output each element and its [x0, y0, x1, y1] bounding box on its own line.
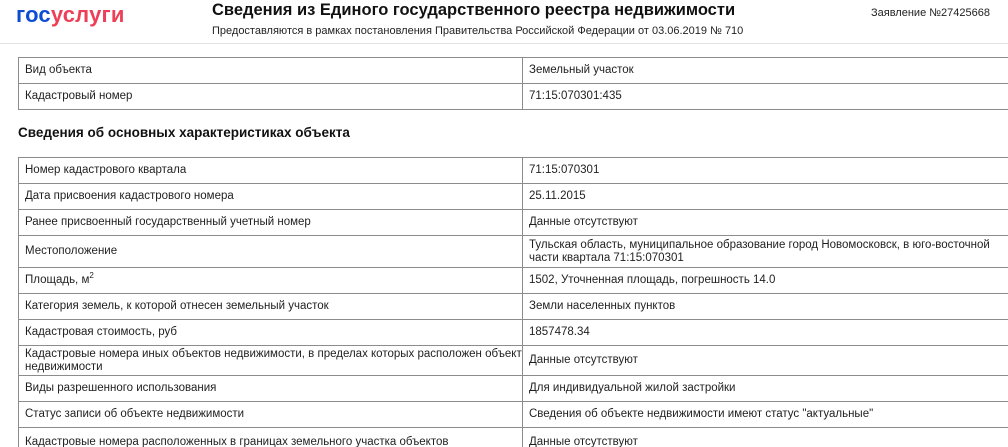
row-value: Данные отсутствуют	[523, 346, 1008, 376]
row-label: Кадастровая стоимость, руб	[19, 320, 523, 346]
row-label: Номер кадастрового квартала	[19, 158, 523, 184]
document-title: Сведения из Единого государственного реестра недвижимости	[212, 1, 736, 19]
table-row	[19, 428, 1008, 447]
row-value: Данные отсутствуют	[523, 428, 1008, 447]
row-value: 1857478.34	[523, 320, 1008, 346]
section-title: Сведения об основных характеристиках объекта	[18, 125, 350, 140]
table-row	[19, 236, 1008, 268]
row-label: Кадастровые номера иных объектов недвижимости, в пределах которых расположен объект недвижимости	[19, 346, 523, 376]
table-row	[19, 158, 1008, 184]
table-row	[19, 210, 1008, 236]
row-value: 71:15:070301:435	[523, 84, 1008, 110]
table-row	[19, 58, 1008, 84]
row-label: Категория земель, к которой отнесен земельный участок	[19, 294, 523, 320]
row-label: Статус записи об объекте недвижимости	[19, 402, 523, 428]
page-header	[0, 0, 1008, 44]
row-label: Кадастровые номера расположенных в границах земельного участка объектов	[19, 428, 523, 447]
table-row	[19, 268, 1008, 294]
row-label: Ранее присвоенный государственный учетный номер	[19, 210, 523, 236]
row-label: Дата присвоения кадастрового номера	[19, 184, 523, 210]
row-value: Тульская область, муниципальное образование город Новомосковск, в юго-восточной части квартала 71:15:070301	[523, 236, 1008, 268]
table-row	[19, 294, 1008, 320]
document-subtitle: Предоставляются в рамках постановления Правительства Российской Федерации от 03.06.2019 № 710	[212, 25, 744, 37]
row-value: Сведения об объекте недвижимости имеют статус "актуальные"	[523, 402, 1008, 428]
row-label: Виды разрешенного использования	[19, 376, 523, 402]
characteristics-table	[18, 157, 1008, 447]
row-label: Местоположение	[19, 236, 523, 268]
gosuslugi-logo[interactable]: госуслуги	[16, 2, 125, 27]
row-value: Земельный участок	[523, 58, 1008, 84]
table-row	[19, 376, 1008, 402]
row-label: Кадастровый номер	[19, 84, 523, 110]
row-value: Для индивидуальной жилой застройки	[523, 376, 1008, 402]
row-value: Земли населенных пунктов	[523, 294, 1008, 320]
row-label: Площадь, $м^2$	[19, 268, 523, 294]
object-info-table	[18, 57, 1008, 110]
table-row	[19, 320, 1008, 346]
table-row	[19, 346, 1008, 376]
table-row	[19, 184, 1008, 210]
row-label: Вид объекта	[19, 58, 523, 84]
row-value: 25.11.2015	[523, 184, 1008, 210]
row-value: Данные отсутствуют	[523, 210, 1008, 236]
row-value: 71:15:070301	[523, 158, 1008, 184]
table-row	[19, 402, 1008, 428]
application-number: Заявление №27425668	[871, 7, 990, 19]
row-value: 1502, Уточненная площадь, погрешность 14.0	[523, 268, 1008, 294]
table-row	[19, 84, 1008, 110]
